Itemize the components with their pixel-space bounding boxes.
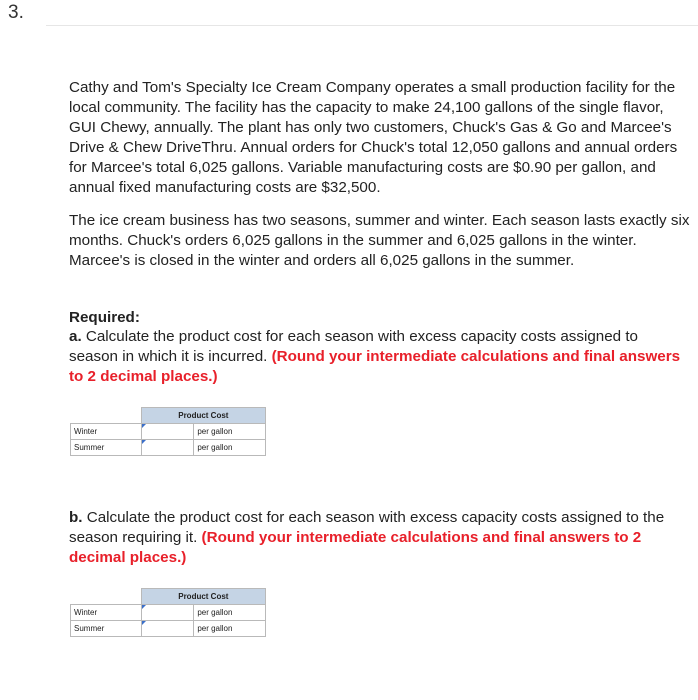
summer-cost-cell[interactable] [141, 621, 194, 637]
part-b-winter-input[interactable] [142, 606, 194, 620]
part-a-instruction: (Round your intermediate calculations and final answers to 2 decimal places.) [69, 348, 681, 385]
input-marker-icon [142, 605, 146, 609]
part-a-summer-input[interactable] [142, 441, 194, 455]
winter-cost-cell[interactable] [141, 605, 194, 621]
table-row [71, 605, 266, 621]
part-b-summer-input[interactable] [142, 622, 194, 636]
unit-label: per gallon [194, 424, 266, 440]
row-label-winter: Winter [71, 424, 142, 440]
winter-cost-cell[interactable] [141, 424, 194, 440]
part-b-question [69, 508, 691, 568]
part-b-answer-table [70, 588, 266, 637]
table-header-blank [71, 589, 142, 605]
question-number: 3. [8, 2, 24, 23]
part-b-text: Calculate the product cost for each season with excess capacity costs assigned to the season requiring it. [69, 509, 665, 546]
part-a-question [69, 327, 691, 387]
table-row [71, 424, 266, 440]
part-a-label: a. [69, 328, 82, 345]
divider [46, 25, 698, 26]
part-a-answer-table [70, 407, 266, 456]
summer-cost-cell[interactable] [141, 440, 194, 456]
unit-label: per gallon [194, 440, 266, 456]
part-a-text: Calculate the product cost for each season with excess capacity costs assigned to season in which it is incurred. [69, 328, 638, 365]
unit-label: per gallon [194, 621, 266, 637]
table-header: Product Cost [141, 408, 265, 424]
row-label-winter: Winter [71, 605, 142, 621]
table-header-blank [71, 408, 142, 424]
problem-paragraph-2: The ice cream business has two seasons, summer and winter. Each season lasts exactly six months. Chuck's orders 6,025 gallons in the summer and 6,025 gallons in the winter. Marcee's is closed in the winter and orders all 6,025 gallons in the summer. [69, 212, 690, 269]
part-a-winter-input[interactable] [142, 425, 194, 439]
table-row [71, 440, 266, 456]
row-label-summer: Summer [71, 440, 142, 456]
row-label-summer: Summer [71, 621, 142, 637]
part-b-instruction: (Round your intermediate calculations and final answers to 2 decimal places.) [69, 529, 642, 566]
table-row [71, 621, 266, 637]
input-marker-icon [142, 424, 146, 428]
input-marker-icon [142, 440, 146, 444]
problem-paragraph-1: Cathy and Tom's Specialty Ice Cream Company operates a small production facility for the local community. The facility has the capacity to make 24,100 gallons of the single flavor, GUI Chewy, annually. The plant has only two customers, Chuck's Gas & Go and Marcee's Drive & Chew DriveThru. Annual orders for Chuck's total 12,050 gallons and annual orders for Marcee's total 6,025 gallons. Variable manufacturing costs are $0.90 per gallon, and annual fixed manufacturing costs are $32,500. [69, 79, 678, 196]
part-b-label: b. [69, 509, 83, 526]
unit-label: per gallon [194, 605, 266, 621]
input-marker-icon [142, 621, 146, 625]
required-heading: Required: [69, 309, 140, 326]
table-header: Product Cost [141, 589, 265, 605]
